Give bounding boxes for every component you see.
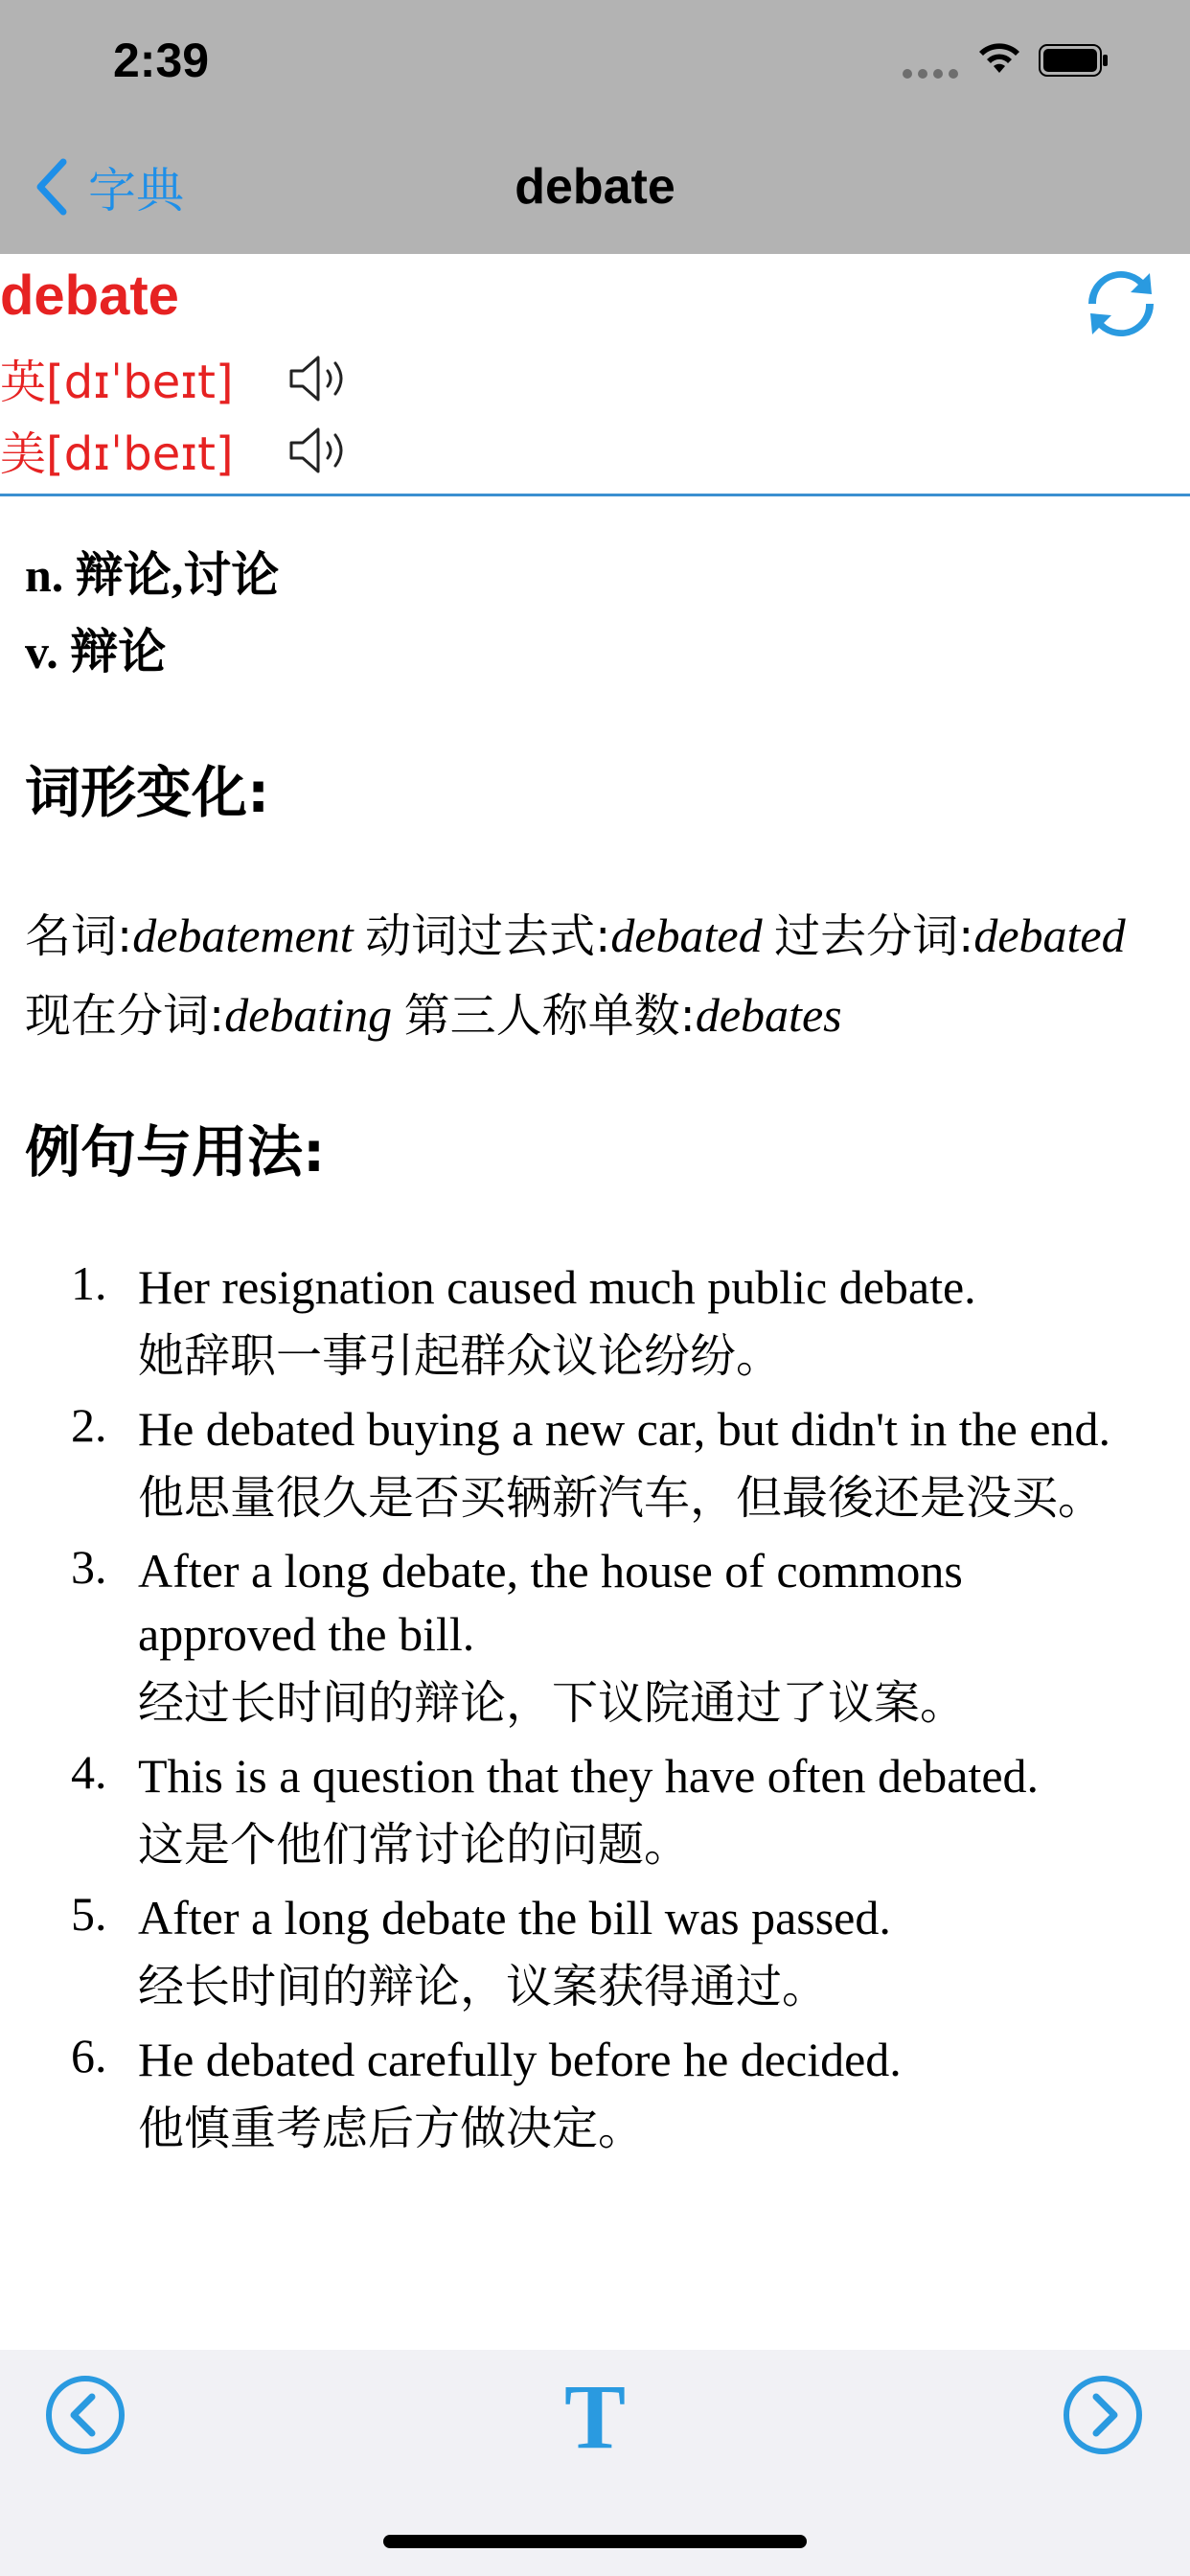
status-icons: [903, 38, 1190, 86]
example-item: [0, 1397, 1190, 1535]
example-item: [0, 2028, 1190, 2166]
example-chinese: 他思量很久是否买辆新汽车，但最後还是没买。: [138, 1471, 1105, 1525]
battery-icon: [1039, 44, 1110, 77]
uk-pronunciation: 英[dɪˈbeɪt]: [0, 356, 234, 409]
word-header: [0, 254, 1190, 498]
us-pronunciation: 美[dɪˈbeɪt]: [0, 427, 234, 481]
home-indicator: [383, 2535, 807, 2548]
example-item: [0, 1539, 1190, 1740]
form-value: debates: [695, 988, 842, 1042]
wifi-icon: [975, 38, 1023, 77]
examples-section-title: 例句与用法:: [25, 1119, 326, 1184]
example-english: After a long debate the bill was passed.: [138, 1891, 891, 1944]
back-button-label: 字典: [88, 163, 184, 218]
example-number: 6.: [71, 2029, 107, 2082]
navigation-header: [0, 0, 1190, 254]
definition-verb: v. 辩论: [25, 625, 167, 678]
example-chinese: 经过长时间的辩论，下议院通过了议案。: [138, 1676, 967, 1730]
status-time: 2:39: [113, 34, 210, 87]
page-title: debate: [515, 159, 675, 215]
refresh-icon[interactable]: [1083, 265, 1159, 342]
form-label: 现在分词:: [25, 989, 225, 1043]
example-number: 1.: [71, 1256, 107, 1310]
header-divider: [0, 494, 1190, 496]
examples-list: [0, 1255, 1190, 2170]
previous-word-button[interactable]: [44, 2374, 126, 2456]
example-english: This is a question that they have often debated.: [138, 1749, 1040, 1803]
example-chinese: 这是个他们常讨论的问题。: [138, 1818, 691, 1872]
form-value: debated: [610, 908, 763, 962]
definition-noun: n. 辩论,讨论: [25, 548, 280, 602]
form-label: 名词:: [25, 909, 133, 963]
example-chinese: 她辞职一事引起群众议论纷纷。: [138, 1329, 783, 1383]
example-english: Her resignation caused much public debate.: [138, 1260, 976, 1314]
us-pronunciation-row: [0, 417, 355, 483]
form-value: debating: [224, 988, 393, 1042]
headword: debate: [0, 264, 179, 327]
forms-section-title: 词形变化:: [25, 760, 270, 825]
example-item: [0, 1255, 1190, 1393]
form-label: 动词过去式:: [365, 909, 611, 963]
example-chinese: 他慎重考虑后方做决定。: [138, 2102, 645, 2155]
example-chinese: 经长时间的辩论，议案获得通过。: [138, 1960, 829, 2013]
speaker-icon[interactable]: [287, 350, 355, 407]
form-value: debated: [973, 908, 1126, 962]
example-item: [0, 1886, 1190, 2024]
example-number: 4.: [71, 1745, 107, 1799]
example-english: After a long debate, the house of commons approved the bill.: [138, 1544, 963, 1661]
form-label: 过去分词:: [774, 909, 974, 963]
example-item: [0, 1744, 1190, 1882]
example-number: 3.: [71, 1540, 107, 1594]
definitions: [25, 537, 279, 690]
form-value: debatement: [132, 908, 354, 962]
word-forms: [25, 896, 1175, 1055]
font-size-button[interactable]: T: [563, 2365, 627, 2468]
example-number: 5.: [71, 1887, 107, 1941]
uk-pronunciation-row: [0, 345, 355, 411]
next-word-button[interactable]: [1062, 2374, 1144, 2456]
form-label: 第三人称单数:: [403, 989, 696, 1043]
example-english: He debated carefully before he decided.: [138, 2033, 902, 2086]
example-number: 2.: [71, 1398, 107, 1452]
speaker-icon[interactable]: [287, 422, 355, 479]
example-english: He debated buying a new car, but didn't in the end.: [138, 1402, 1111, 1456]
